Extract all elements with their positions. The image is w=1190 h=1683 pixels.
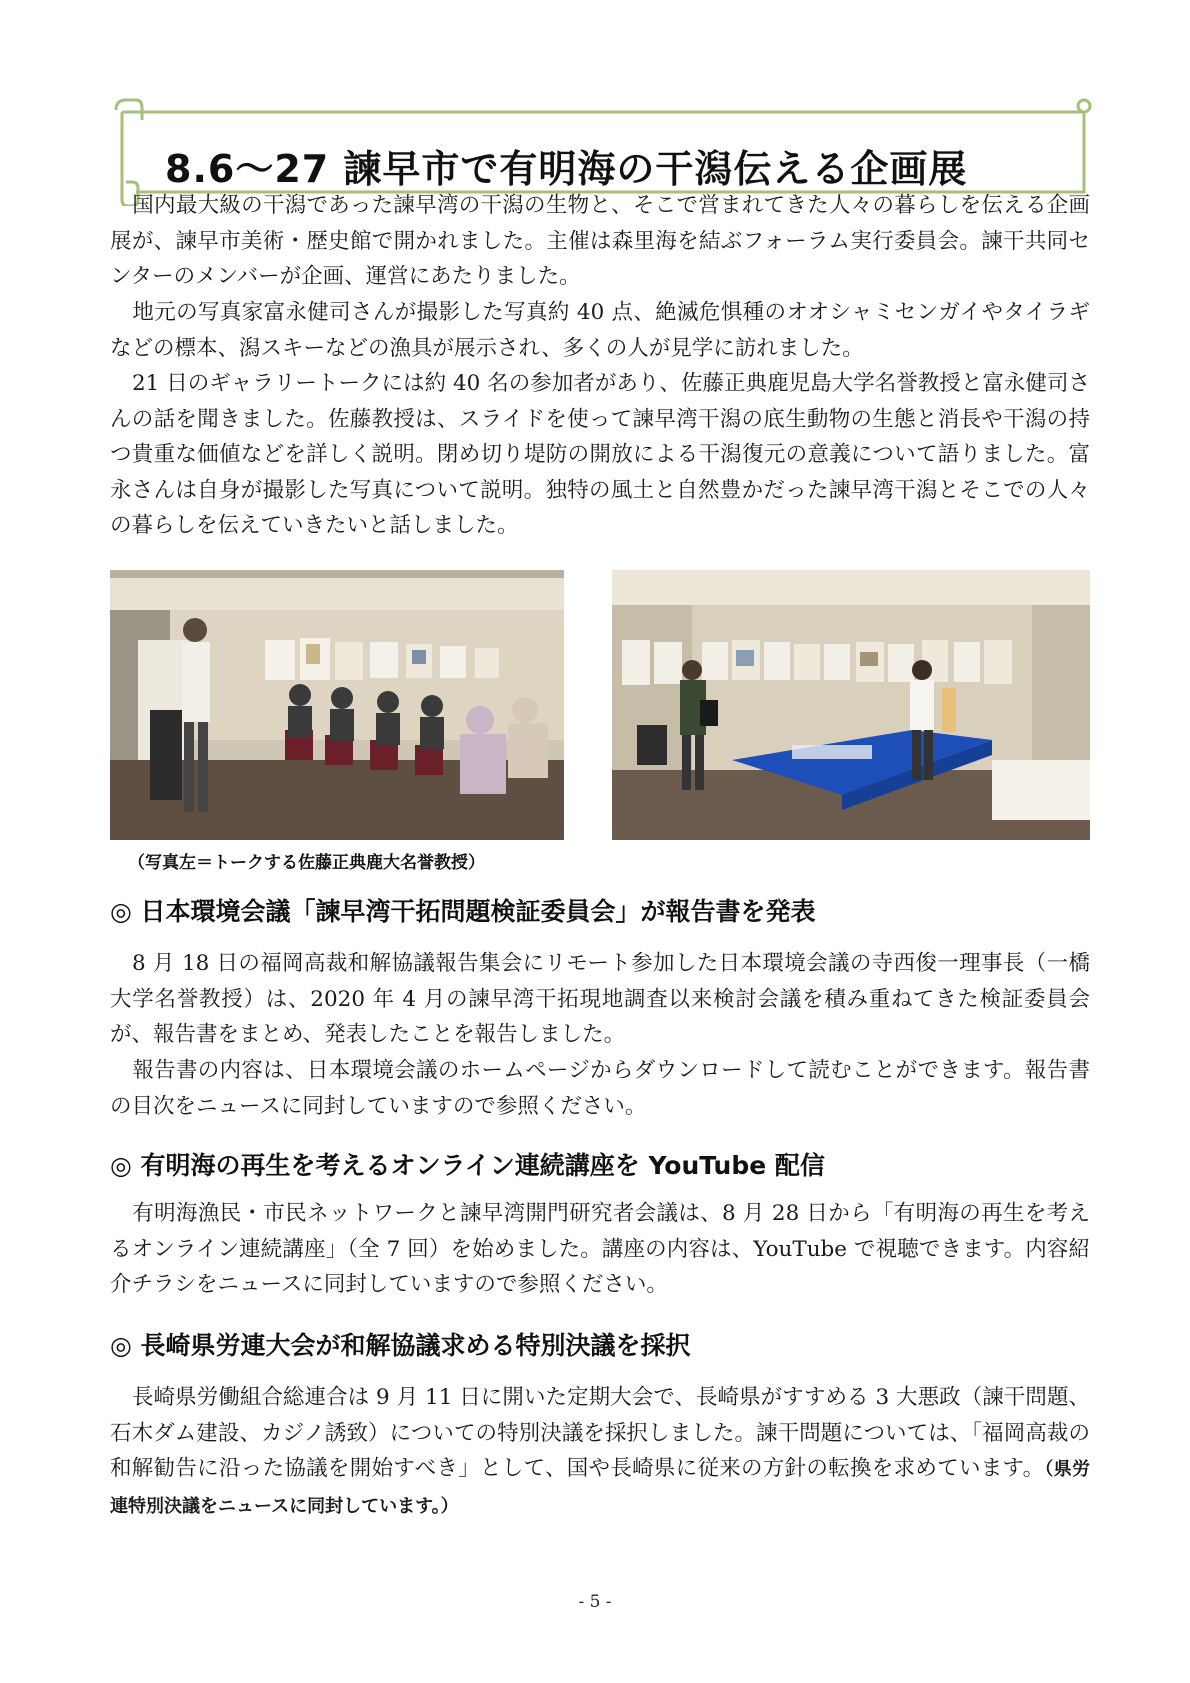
article1-paragraph-3: 21 日のギャラリートークには約 40 名の参加者があり、佐藤正典鹿児島大学名誉教授と富永健司さんの話を聞きました。佐藤教授は、スライドを使って諫早湾干潟の底生動物の生態と消長や干潟の持つ貴重な価値などを詳しく説明。閉め切り堤防の開放による干潟復元の意義について語りました。富永さんは自身が撮影した写真について説明。独特の風土と自然豊かだった諫早湾干潟とそこでの人々の暮らしを伝えていきたいと話しました。	[110, 371, 1090, 538]
photo-caption: （写真左＝トークする佐藤正典鹿大名誉教授）	[128, 853, 485, 873]
section2-paragraph-1: 8 月 18 日の福岡高裁和解協議報告集会にリモート参加した日本環境会議の寺西俊一理事長（一橋大学名誉教授）は、2020 年 4 月の諫早湾干拓現地調査以来検討会議を積み重ねてきた検証委員会が、報告書をまとめ、発表したことを報告しました。	[110, 951, 1090, 1047]
section4-paragraph-1: 長崎県労働組合総連合は 9 月 11 日に開いた定期大会で、長崎県がすすめる 3 大悪政（諫干問題、石木ダム建設、カジノ誘致）についての特別決議を採択しました。諫干問題については、「福岡高裁の和解勧告に沿った協議を開始すべき」として、国や長崎県に従来の方針の転換を求めています。（県労連特別決議をニュースに同封しています。）	[110, 1385, 1090, 1517]
page-number: - 5 -	[578, 1592, 612, 1612]
page-title: 8.6～27 諫早市で有明海の干潟伝える企画展	[165, 147, 968, 191]
section4-heading: ◎ 長崎県労連大会が和解協議求める特別決議を採択	[110, 1331, 691, 1360]
exhibition-photo	[612, 570, 1090, 840]
section3-paragraph-1: 有明海漁民・市民ネットワークと諫早湾開門研究者会議は、8 月 28 日から「有明海の再生を考えるオンライン連続講座」（全 7 回）を始めました。講座の内容は、YouTube で視聴できます。内容紹介チラシをニュースに同封していますので参照ください。	[110, 1201, 1090, 1297]
section2-paragraph-2: 報告書の内容は、日本環境会議のホームページからダウンロードして読むことができます。報告書の目次をニュースに同封していますので参照ください。	[110, 1058, 1090, 1119]
section4-note: （県労連特別決議をニュースに同封しています。）	[110, 1459, 1090, 1517]
section2-heading: ◎ 日本環境会議「諫早湾干拓問題検証委員会」が報告書を発表	[110, 897, 816, 926]
gallery-talk-photo	[110, 570, 564, 840]
article1-paragraph-2: 地元の写真家富永健司さんが撮影した写真約 40 点、絶滅危惧種のオオシャミセンガイやタイラギなどの標本、潟スキーなどの漁具が展示され、多くの人が見学に訪れました。	[110, 300, 1090, 361]
article1-paragraph-1: 国内最大級の干潟であった諫早湾の干潟の生物と、そこで営まれてきた人々の暮らしを伝える企画展が、諫早市美術・歴史館で開かれました。主催は森里海を結ぶフォーラム実行委員会。諫干共同センターのメンバーが企画、運営にあたりました。	[110, 193, 1090, 289]
section3-heading: ◎ 有明海の再生を考えるオンライン連続講座を YouTube 配信	[110, 1151, 825, 1180]
